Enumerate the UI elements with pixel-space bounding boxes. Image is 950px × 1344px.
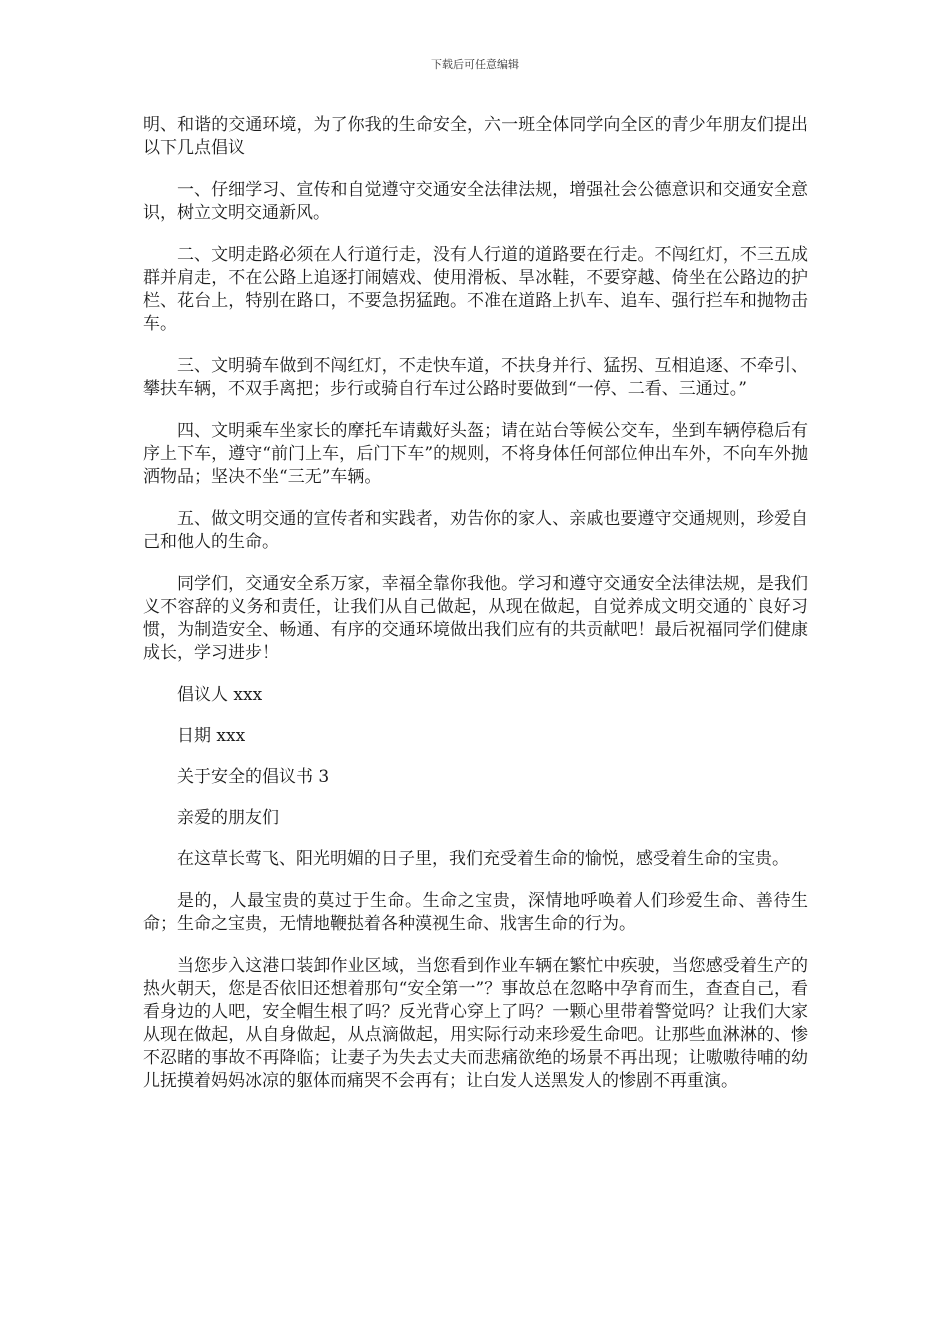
paragraph-proposal-1: 一、仔细学习、宣传和自觉遵守交通安全法律法规，增强社会公德意识和交通安全意识，树立文明交通新风。 — [143, 180, 808, 223]
paragraph-port-safety: 当您步入这港口装卸作业区域，当您看到作业车辆在繁忙中疾驶，当您感受着生产的热火朝天，您是否依旧还想着那句“安全第一”？事故总在忽略中孕育而生，查查自己，看看身边的人吧，安全帽生根了吗？反光背心穿上了吗？一颗心里带着警觉吗？让我们大家从现在做起，从自身做起，从点滴做起，用实际行动来珍爱生命吧。让那些血淋淋的、惨不忍睹的事故不再降临；让妻子为失去丈夫而悲痛欲绝的场景不再出现；让嗷嗷待哺的幼儿抚摸着妈妈冰凉的躯体而痛哭不会再有；让白发人送黑发人的惨剧不再重演。 — [143, 956, 808, 1091]
paragraph-proposal-3: 三、文明骑车做到不闯红灯，不走快车道，不扶身并行、猛拐、互相追逐、不牵引、攀扶车辆，不双手离把；步行或骑自行车过公路时要做到“一停、二看、三通过。” — [143, 356, 808, 399]
section-title: 关于安全的倡议书 3 — [177, 767, 330, 787]
paragraph-closing: 同学们，交通安全系万家，幸福全靠你我他。学习和遵守交通安全法律法规，是我们义不容辞的义务和责任，让我们从自己做起，从现在做起，自觉养成文明交通的`良好习惯，为制造安全、畅通、有序的交通环境做出我们应有的共贡献吧！最后祝福同学们健康成长，学习进步！ — [143, 574, 808, 663]
page-header-note: 下载后可任意编辑 — [431, 58, 519, 71]
paragraph-proposal-4: 四、文明乘车坐家长的摩托车请戴好头盔；请在站台等候公交车，坐到车辆停稳后有序上下车，遵守“前门上车，后门下车”的规则，不将身体任何部位伸出车外，不向车外抛洒物品；坚决不坐“三无”车辆。 — [143, 421, 808, 487]
document-body — [143, 114, 808, 1112]
paragraph-life: 是的，人最宝贵的莫过于生命。生命之宝贵，深情地呼唤着人们珍爱生命、善待生命；生命之宝贵，无情地鞭挞着各种漠视生命、戕害生命的行为。 — [143, 891, 808, 934]
paragraph-proposal-2: 二、文明走路必须在人行道行走，没有人行道的道路要在行走。不闯红灯，不三五成群并肩走，不在公路上追逐打闹嬉戏、使用滑板、旱冰鞋，不要穿越、倚坐在公路边的护栏、花台上，特别在路口，不要急拐猛跑。不准在道路上扒车、追车、强行拦车和抛物击车。 — [143, 245, 808, 334]
paragraph-proposal-5: 五、做文明交通的宣传者和实践者，劝告你的家人、亲戚也要遵守交通规则，珍爱自己和他人的生命。 — [143, 509, 808, 552]
signature-proposer: 倡议人 xxx — [177, 685, 263, 705]
paragraph-intro-continuation: 明、和谐的交通环境，为了你我的生命安全，六一班全体同学向全区的青少年朋友们提出以下几点倡议 — [143, 115, 808, 158]
salutation: 亲爱的朋友们 — [177, 808, 279, 828]
signature-date: 日期 xxx — [177, 726, 246, 746]
paragraph-spring: 在这草长莺飞、阳光明媚的日子里，我们充受着生命的愉悦，感受着生命的宝贵。 — [177, 849, 789, 869]
